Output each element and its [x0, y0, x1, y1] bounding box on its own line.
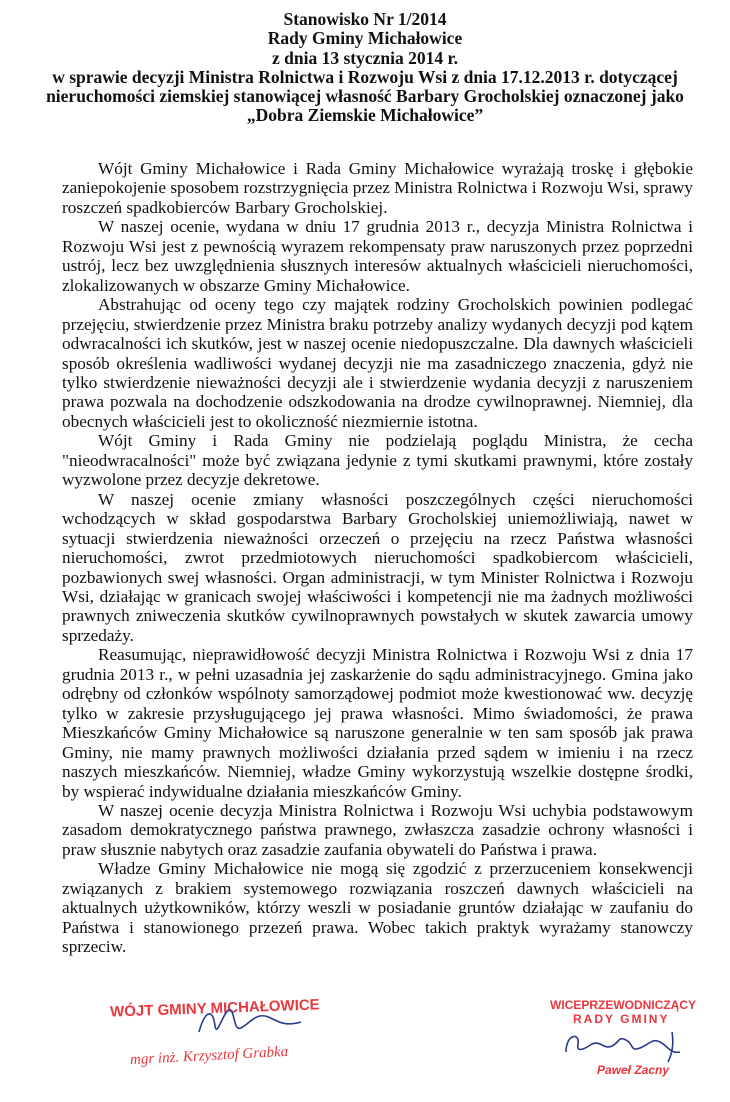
mayor-signature-block	[109, 996, 330, 1090]
document-header	[30, 10, 700, 126]
paragraph: Abstrahując od oceny tego czy majątek rodziny Grocholskich powinien podlegać przejęciu, stwierdzenie przez Ministra braku potrzeby analizy wydanych decyzji pod kątem odwracalności ich skutków, jest w naszej ocenie niedopuszczalne. Dla dawnych właścicieli sposób określenia wadliwości wydanej decyzji nie ma zasadniczego znaczenia, gdyż nie tylko stwierdzenie nieważności decyzji ale i stwierdzenie wydania decyzji z naruszeniem prawa pozwala na dochodzenie odszkodowania na drodze cywilnoprawnej. Niemniej, dla obecnych właścicieli jest to okoliczność niezmiernie istotna.	[62, 295, 693, 431]
issuing-body: Rady Gminy Michałowice	[267, 28, 463, 49]
subject-line-2: nieruchomości ziemskiej stanowiącej własność Barbary Grocholskiej oznaczonej jako	[46, 86, 684, 107]
mayor-stamp: WÓJT GMINY MICHAŁOWICE	[109, 996, 320, 1021]
document-date: z dnia 13 stycznia 2014 r.	[271, 47, 459, 68]
vice-chairman-stamp-line-2: RADY GMINY	[573, 1012, 670, 1026]
subject-line-3: „Dobra Ziemskie Michałowice”	[246, 105, 484, 126]
paragraph: Wójt Gminy Michałowice i Rada Gminy Michałowice wyrażają troskę i głębokie zaniepokojenie sposobem rozstrzygnięcia przez Ministra Rolnictwa i Rozwoju Wsi, sprawy roszczeń spadkobierców Barbary Grocholskiej.	[62, 159, 693, 217]
vice-chairman-signature-block	[545, 998, 720, 1088]
paragraph: Władze Gminy Michałowice nie mogą się zgodzić z przerzuceniem konsekwencji związanych z brakiem systemowego rozwiązania roszczeń dawnych właścicieli na aktualnych użytkowników, którzy weszli w posiadanie gruntów działając w zaufaniu do Państwa i stanowionego przezeń prawa. Wobec takich praktyk wyrażamy stanowczy sprzeciw.	[62, 859, 693, 957]
vice-chairman-handwritten-signature	[560, 1026, 690, 1064]
paragraph: W naszej ocenie decyzja Ministra Rolnictwa i Rozwoju Wsi uchybia podstawowym zasadom demokratycznego państwa prawnego, zwłaszcza zasadzie ochrony własności i praw słusznie nabytych oraz zasadzie zaufania obywateli do Państwa i prawa.	[62, 800, 693, 859]
paragraph: W naszej ocenie zmiany własności poszczególnych części nieruchomości wchodzących w skład gospodarstwa Barbary Grocholskiej uniemożliwiają, nawet w sytuacji stwierdzenia nieważności orzeczeń o przejęciu na rzecz Państwa własności nieruchomości, zwrot przedmiotowych nieruchomości spadkobiercom właścicieli, pozbawionych swej własności. Organ administracji, w tym Minister Rolnictwa i Rozwoju Wsi, działając w granicach swojej właściwości i kompetencji nie ma żadnych możliwości prawnych zniweczenia skutków cywilnoprawnych powstałych w skutek zawarcia umowy sprzedaży.	[62, 489, 693, 645]
mayor-name: mgr inż. Krzysztof Grabka	[129, 1043, 289, 1069]
subject-line-1: w sprawie decyzji Ministra Rolnictwa i Rozwoju Wsi z dnia 17.12.2013 r. dotyczącej	[52, 66, 678, 87]
vice-chairman-stamp-line-1: WICEPRZEWODNICZĄCY	[550, 998, 696, 1012]
vice-chairman-name: Paweł Zacny	[597, 1063, 670, 1077]
document-body	[62, 159, 693, 957]
mayor-handwritten-signature	[195, 1002, 305, 1042]
paragraph: Wójt Gminy i Rada Gminy nie podzielają poglądu Ministra, że cecha "nieodwracalności" może być związana jedynie z tymi skutkami prawnymi, które zostały wyzwolone przez decyzje dekretowe.	[62, 431, 693, 490]
paragraph: W naszej ocenie, wydana w dniu 17 grudnia 2013 r., decyzja Ministra Rolnictwa i Rozwoju Wsi jest z pewnością wyrazem rekompensaty praw naruszonych przez poprzedni ustrój, lecz bez uwzględnienia słusznych interesów aktualnych właścicieli nieruchomości, zlokalizowanych w obszarze Gminy Michałowice.	[62, 217, 693, 295]
paragraph: Reasumując, nieprawidłowość decyzji Ministra Rolnictwa i Rozwoju Wsi z dnia 17 grudnia 2013 r., w pełni uzasadnia jej zaskarżenie do sądu administracyjnego. Gmina jako odrębny od członków wspólnoty samorządowej podmiot może kwestionować ww. decyzję tylko w zakresie przysługującego jej prawa własności. Mimo świadomości, że prawa Mieszkańców Gminy Michałowice są naruszone generalnie w ten sam sposób jak prawa Gminy, nie mamy prawnych możliwości działania przed sądem w imieniu i na rzecz naszych mieszkańców. Niemniej, władze Gminy wykorzystują wszelkie dostępne środki, by wspierać indywidualne działania mieszkańców Gminy.	[62, 645, 693, 801]
document-number: Stanowisko Nr 1/2014	[283, 9, 447, 29]
